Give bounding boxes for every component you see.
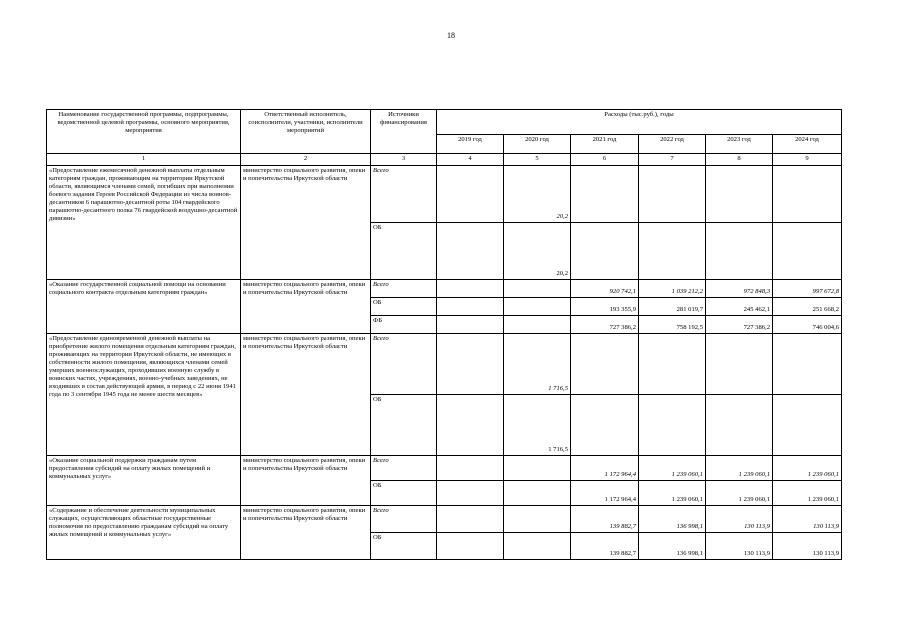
value-cell — [571, 334, 639, 395]
header-row — [47, 110, 842, 135]
index-cell: 6 — [571, 154, 639, 166]
value-cell: 130 113,9 — [773, 506, 842, 533]
value-cell — [437, 298, 504, 316]
value-cell: 193 355,9 — [571, 298, 639, 316]
header-expenses: Расходы (тыс.руб.), годы — [437, 110, 842, 135]
value-cell — [437, 280, 504, 298]
value-cell — [504, 280, 571, 298]
value-cell: 1 239 060,1 — [639, 456, 706, 481]
page-number: 18 — [447, 31, 455, 40]
measure-executor: министерство социального развития, опеки и попечительства Иркутской области — [241, 280, 371, 334]
value-cell — [504, 456, 571, 481]
source-label: ОБ — [371, 481, 437, 506]
value-cell — [571, 395, 639, 456]
value-cell — [437, 223, 504, 280]
measure-name: «Оказание социальной поддержки гражданам путем предоставления субсидий на оплату жилых помещений и коммунальных услуг» — [47, 456, 241, 506]
value-cell: 139 882,7 — [571, 506, 639, 533]
value-cell — [639, 395, 706, 456]
value-cell — [437, 456, 504, 481]
value-cell — [437, 533, 504, 560]
value-cell: 1 239 060,1 — [706, 481, 773, 506]
value-cell: 281 019,7 — [639, 298, 706, 316]
value-cell — [639, 334, 706, 395]
measure-name: «Предоставление единовременной денежной выплаты на приобретение жилого помещения отдельным категориям граждан, проживающих на территории Иркутской области, не имеющих в собственности жилого помещения, являющихся членами семей умерших военнослужащих, проходивших военную службу в воинских частях, учреждениях, военно-учебных заведениях, не входивших в состав действующей армии, в период с 22 июня 1941 года по 3 сентября 1945 года не менее шести месяцев» — [47, 334, 241, 456]
header-year: 2021 год — [571, 135, 639, 154]
value-cell — [504, 481, 571, 506]
value-cell: 130 113,9 — [706, 533, 773, 560]
value-cell: 251 668,2 — [773, 298, 842, 316]
index-row — [47, 154, 842, 166]
header-year: 2019 год — [437, 135, 504, 154]
table-row — [47, 166, 842, 223]
value-cell — [571, 223, 639, 280]
value-cell: 1 716,5 — [504, 395, 571, 456]
value-cell: 1 239 060,1 — [706, 456, 773, 481]
value-cell: 1 239 060,1 — [773, 481, 842, 506]
index-cell: 8 — [706, 154, 773, 166]
value-cell — [437, 481, 504, 506]
index-cell: 2 — [241, 154, 371, 166]
value-cell: 972 848,3 — [706, 280, 773, 298]
source-label: ФБ — [371, 316, 437, 334]
value-cell — [773, 166, 842, 223]
value-cell — [706, 223, 773, 280]
value-cell — [706, 166, 773, 223]
source-label: Всего — [371, 166, 437, 223]
index-cell: 3 — [371, 154, 437, 166]
source-label: Всего — [371, 456, 437, 481]
table-row — [47, 456, 842, 481]
value-cell — [639, 166, 706, 223]
value-cell: 20,2 — [504, 223, 571, 280]
header-name: Наименование государственной программы, подпрограммы, ведомственной целевой программы, основного мероприятия, мероприятия — [47, 110, 241, 154]
source-label: Всего — [371, 334, 437, 395]
value-cell: 746 004,6 — [773, 316, 842, 334]
value-cell — [773, 395, 842, 456]
value-cell — [437, 166, 504, 223]
index-cell: 5 — [504, 154, 571, 166]
index-cell: 1 — [47, 154, 241, 166]
value-cell: 130 113,9 — [706, 506, 773, 533]
value-cell: 130 113,9 — [773, 533, 842, 560]
value-cell — [437, 334, 504, 395]
value-cell: 139 882,7 — [571, 533, 639, 560]
measure-name: «Предоставление ежемесячной денежной выплаты отдельным категориям граждан, проживающим на территории Иркутской области, являющимся членами семей, погибших при выполнении боевого задания Героев Российской Федерации из числа воинов-десантников 6 парашютно-десантной роты 104 гвардейского парашютно-десантного полка 76 гвардейской воздушно-десантной дивизии» — [47, 166, 241, 280]
value-cell — [437, 395, 504, 456]
value-cell: 1 172 964,4 — [571, 481, 639, 506]
value-cell — [437, 506, 504, 533]
value-cell: 1 716,5 — [504, 334, 571, 395]
value-cell — [437, 316, 504, 334]
value-cell — [773, 223, 842, 280]
header-year: 2024 год — [773, 135, 842, 154]
source-label: ОБ — [371, 298, 437, 316]
value-cell: 1 239 060,1 — [773, 456, 842, 481]
value-cell: 1 239 060,1 — [639, 481, 706, 506]
index-cell: 4 — [437, 154, 504, 166]
value-cell: 136 998,1 — [639, 506, 706, 533]
value-cell — [639, 223, 706, 280]
value-cell: 758 192,5 — [639, 316, 706, 334]
value-cell — [504, 316, 571, 334]
value-cell: 920 742,1 — [571, 280, 639, 298]
header-source: Источники финансирования — [371, 110, 437, 154]
table-row — [47, 280, 842, 298]
value-cell — [571, 166, 639, 223]
source-label: ОБ — [371, 533, 437, 560]
source-label: Всего — [371, 506, 437, 533]
value-cell — [504, 533, 571, 560]
value-cell — [773, 334, 842, 395]
value-cell: 245 462,1 — [706, 298, 773, 316]
budget-table — [46, 109, 842, 560]
value-cell: 1 039 212,2 — [639, 280, 706, 298]
value-cell: 1 172 964,4 — [571, 456, 639, 481]
value-cell: 136 998,1 — [639, 533, 706, 560]
value-cell — [706, 334, 773, 395]
value-cell — [504, 506, 571, 533]
table-row — [47, 506, 842, 533]
header-year: 2020 год — [504, 135, 571, 154]
value-cell — [706, 395, 773, 456]
index-cell: 7 — [639, 154, 706, 166]
source-label: Всего — [371, 280, 437, 298]
value-cell: 997 672,8 — [773, 280, 842, 298]
source-label: ОБ — [371, 223, 437, 280]
measure-executor: министерство социального развития, опеки и попечительства Иркутской области — [241, 506, 371, 560]
value-cell — [504, 298, 571, 316]
measure-executor: министерство социального развития, опеки и попечительства Иркутской области — [241, 166, 371, 280]
header-executor: Ответственный исполнитель, соисполнители, участники, исполнители мероприятий — [241, 110, 371, 154]
header-year: 2023 год — [706, 135, 773, 154]
measure-executor: министерство социального развития, опеки и попечительства Иркутской области — [241, 456, 371, 506]
value-cell: 727 386,2 — [571, 316, 639, 334]
measure-executor: министерство социального развития, опеки и попечительства Иркутской области — [241, 334, 371, 456]
table-row — [47, 334, 842, 395]
source-label: ОБ — [371, 395, 437, 456]
index-cell: 9 — [773, 154, 842, 166]
measure-name: «Содержание и обеспечение деятельности муниципальных служащих, осуществляющих областные государственные полномочия по предоставлению гражданам субсидий на оплату жилых помещений и коммунальных услуг» — [47, 506, 241, 560]
value-cell: 20,2 — [504, 166, 571, 223]
measure-name: «Оказание государственной социальной помощи на основании социального контракта отдельным категориям граждан» — [47, 280, 241, 334]
header-year: 2022 год — [639, 135, 706, 154]
value-cell: 727 386,2 — [706, 316, 773, 334]
